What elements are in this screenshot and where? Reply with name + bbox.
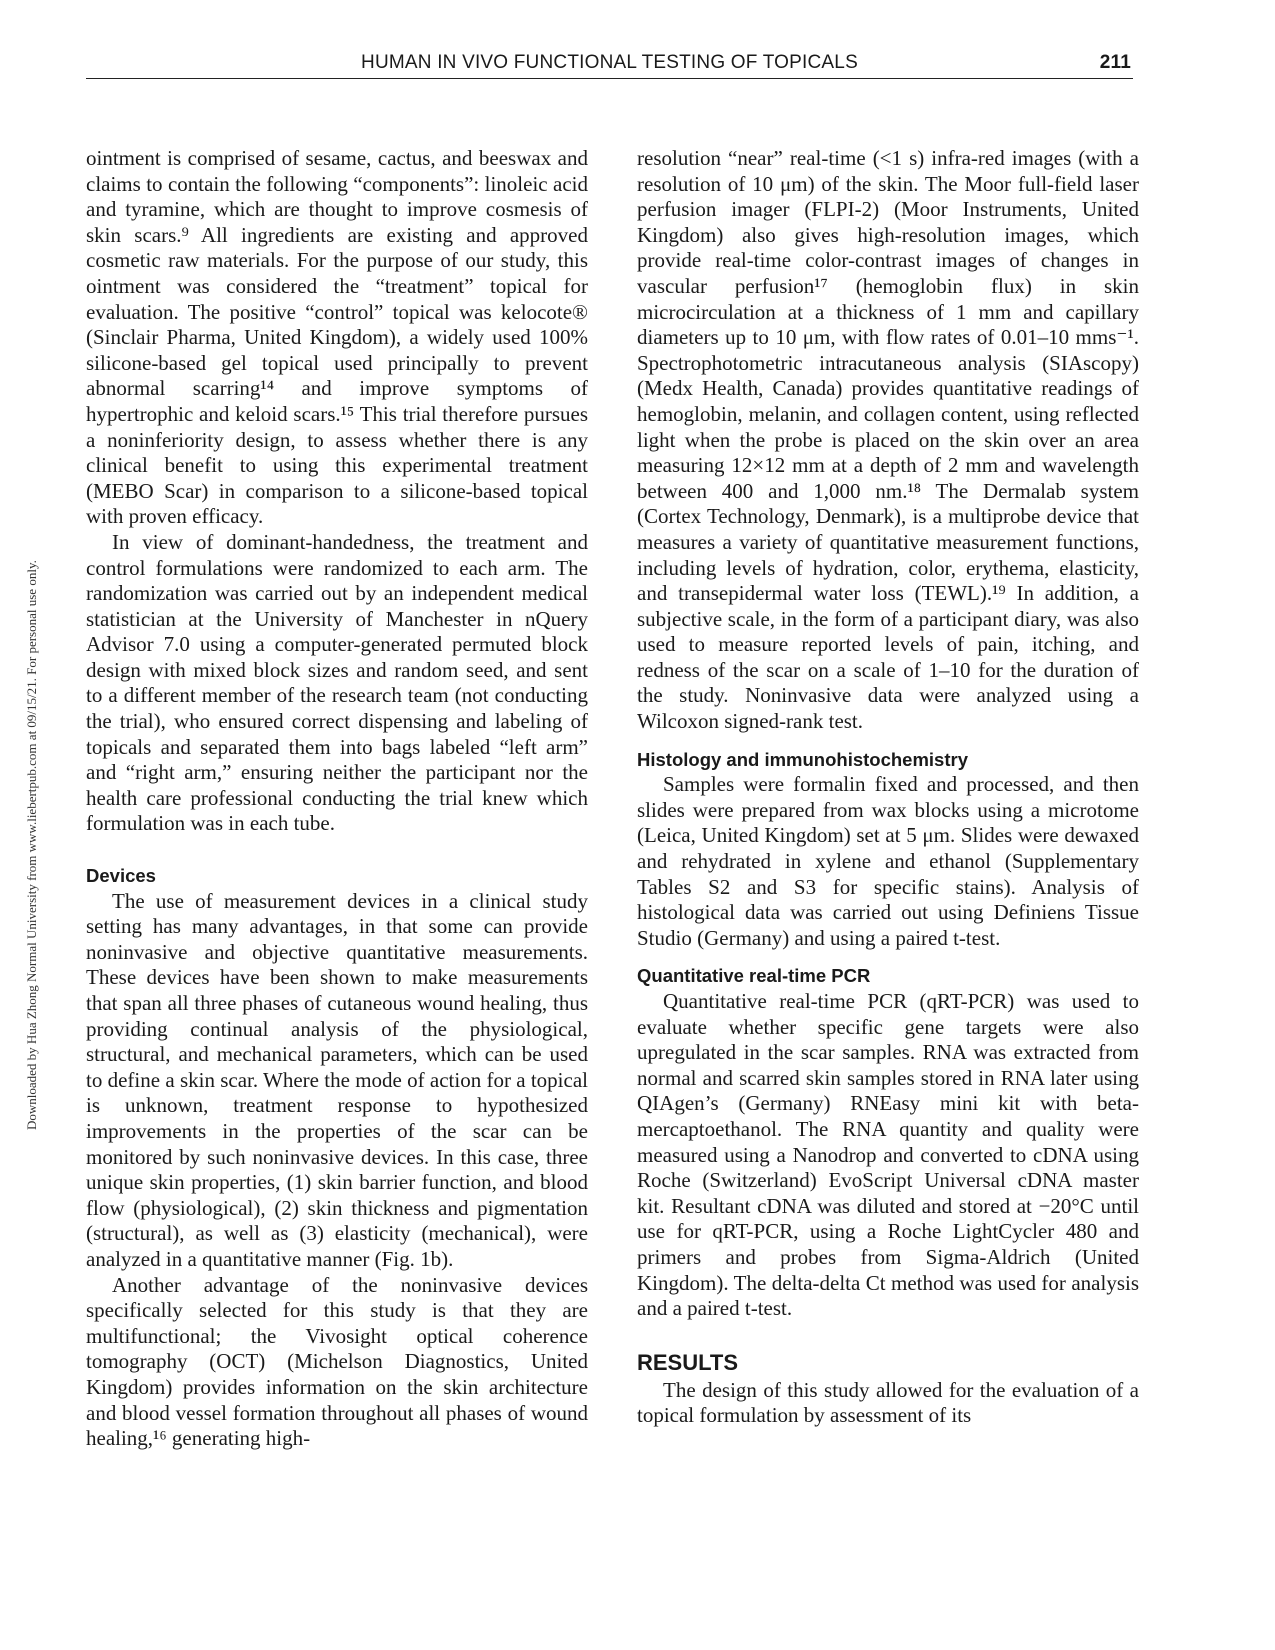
running-title: HUMAN IN VIVO FUNCTIONAL TESTING OF TOPICALS: [361, 52, 858, 73]
paragraph: The design of this study allowed for the evaluation of a topical formulation by assessment of its: [637, 1377, 1139, 1428]
section-heading-pcr: Quantitative real-time PCR: [637, 965, 871, 987]
section-heading-results: RESULTS: [637, 1349, 739, 1375]
paragraph: resolution “near” real-time (<1 s) infra-red images (with a resolution of 10 μm) of the skin. The Moor full-field laser perfusion imager (FLPI-2) (Moor Instruments, United Kingdom) also gives high-resolution images, which provide real-time color-contrast images of changes in vascular perfusion¹⁷ (hemoglobin flux) in skin microcirculation at a thickness of 1 mm and capillary diameters up to 10 μm, with flow rates of 0.01–10 mms⁻¹. Spectrophotometric intracutaneous analysis (SIAscopy) (Medx Health, Canada) provides quantitative readings of hemoglobin, melanin, and collagen content, using reflected light when the probe is placed on the skin over an area measuring 12×12 mm at a depth of 2 mm and wavelength between 400 and 1,000 nm.¹⁸ The Dermalab system (Cortex Technology, Denmark), is a multiprobe device that measures a variety of quantitative measurement functions, including levels of hydration, color, erythema, elasticity, and transepidermal water loss (TEWL).¹⁹ In addition, a subjective scale, in the form of a participant diary, was also used to measure reported levels of pain, itching, and redness of the scar on a scale of 1–10 for the duration of the study. Noninvasive data were analyzed using a Wilcoxon signed-rank test.: [637, 146, 1139, 734]
page-number: 211: [1099, 52, 1131, 73]
running-header: [86, 52, 1133, 79]
section-heading-devices: Devices: [86, 865, 156, 887]
left-column: [86, 146, 588, 1452]
download-watermark: Downloaded by Hua Zhong Normal University from www.liebertpub.com at 09/15/21. For personal use only.: [24, 560, 39, 1130]
paragraph: Another advantage of the noninvasive devices specifically selected for this study is that they are multifunctional; the Vivosight optical coherence tomography (OCT) (Michelson Diagnostics, United Kingdom) provides information on the skin architecture and blood vessel formation throughout all phases of wound healing,¹⁶ generating high-: [86, 1272, 588, 1451]
section-heading-histology: Histology and immunohistochemistry: [637, 748, 968, 770]
paragraph: ointment is comprised of sesame, cactus, and beeswax and claims to contain the following “components”: linoleic acid and tyramine, which are thought to improve cosmesis of skin scars.⁹ All ingredients are existing and approved cosmetic raw materials. For the purpose of our study, this ointment was considered the “treatment” topical for evaluation. The positive “control” topical was kelocote® (Sinclair Pharma, United Kingdom), a widely used 100% silicone-based gel topical used principally to prevent abnormal scarring¹⁴ and improve symptoms of hypertrophic and keloid scars.¹⁵ This trial therefore pursues a noninferiority design, to assess whether there is any clinical benefit to using this experimental treatment (MEBO Scar) in comparison to a silicone-based topical with proven efficacy.: [86, 146, 588, 529]
paragraph: The use of measurement devices in a clinical study setting has many advantages, in that some can provide noninvasive and objective quantitative measurements. These devices have been shown to make measurements that span all three phases of cutaneous wound healing, thus providing continual analysis of the physiological, structural, and mechanical parameters, which can be used to define a skin scar. Where the mode of action for a topical is unknown, treatment response to hypothesized improvements in the properties of the scar can be monitored by such noninvasive devices. In this case, three unique skin properties, (1) skin barrier function, and blood flow (physiological), (2) skin thickness and pigmentation (structural), as well as (3) elasticity (mechanical), were analyzed in a quantitative manner (Fig. 1b).: [86, 888, 588, 1271]
paragraph: Quantitative real-time PCR (qRT-PCR) was used to evaluate whether specific gene targets were also upregulated in the scar samples. RNA was extracted from normal and scarred skin samples stored in RNA later using QIAgen’s (Germany) RNEasy mini kit with beta-mercaptoethanol. The RNA quantity and quality were measured using a Nanodrop and converted to cDNA using Roche (Switzerland) EvoScript Universal cDNA master kit. Resultant cDNA was diluted and stored at −20°C until use for qRT-PCR, using a Roche LightCycler 480 and primers and probes from Sigma-Aldrich (United Kingdom). The delta-delta Ct method was used for analysis and a paired t-test.: [637, 989, 1139, 1321]
paragraph: In view of dominant-handedness, the treatment and control formulations were randomized to each arm. The randomization was carried out by an independent medical statistician at the University of Manchester in nQuery Advisor 7.0 using a computer-generated permuted block design with mixed block sizes and random seed, and sent to a different member of the research team (not conducting the trial), who ensured correct dispensing and labeling of topicals and separated them into bags labeled “left arm” and “right arm,” ensuring neither the participant nor the health care professional conducting the trial knew which formulation was in each tube.: [86, 529, 588, 836]
paragraph: Samples were formalin fixed and processed, and then slides were prepared from wax blocks using a microtome (Leica, United Kingdom) set at 5 μm. Slides were dewaxed and rehydrated in xylene and ethanol (Supplementary Tables S2 and S3 for specific stains). Analysis of histological data was carried out using Definiens Tissue Studio (Germany) and using a paired t-test.: [637, 772, 1139, 950]
right-column: [637, 146, 1139, 1429]
